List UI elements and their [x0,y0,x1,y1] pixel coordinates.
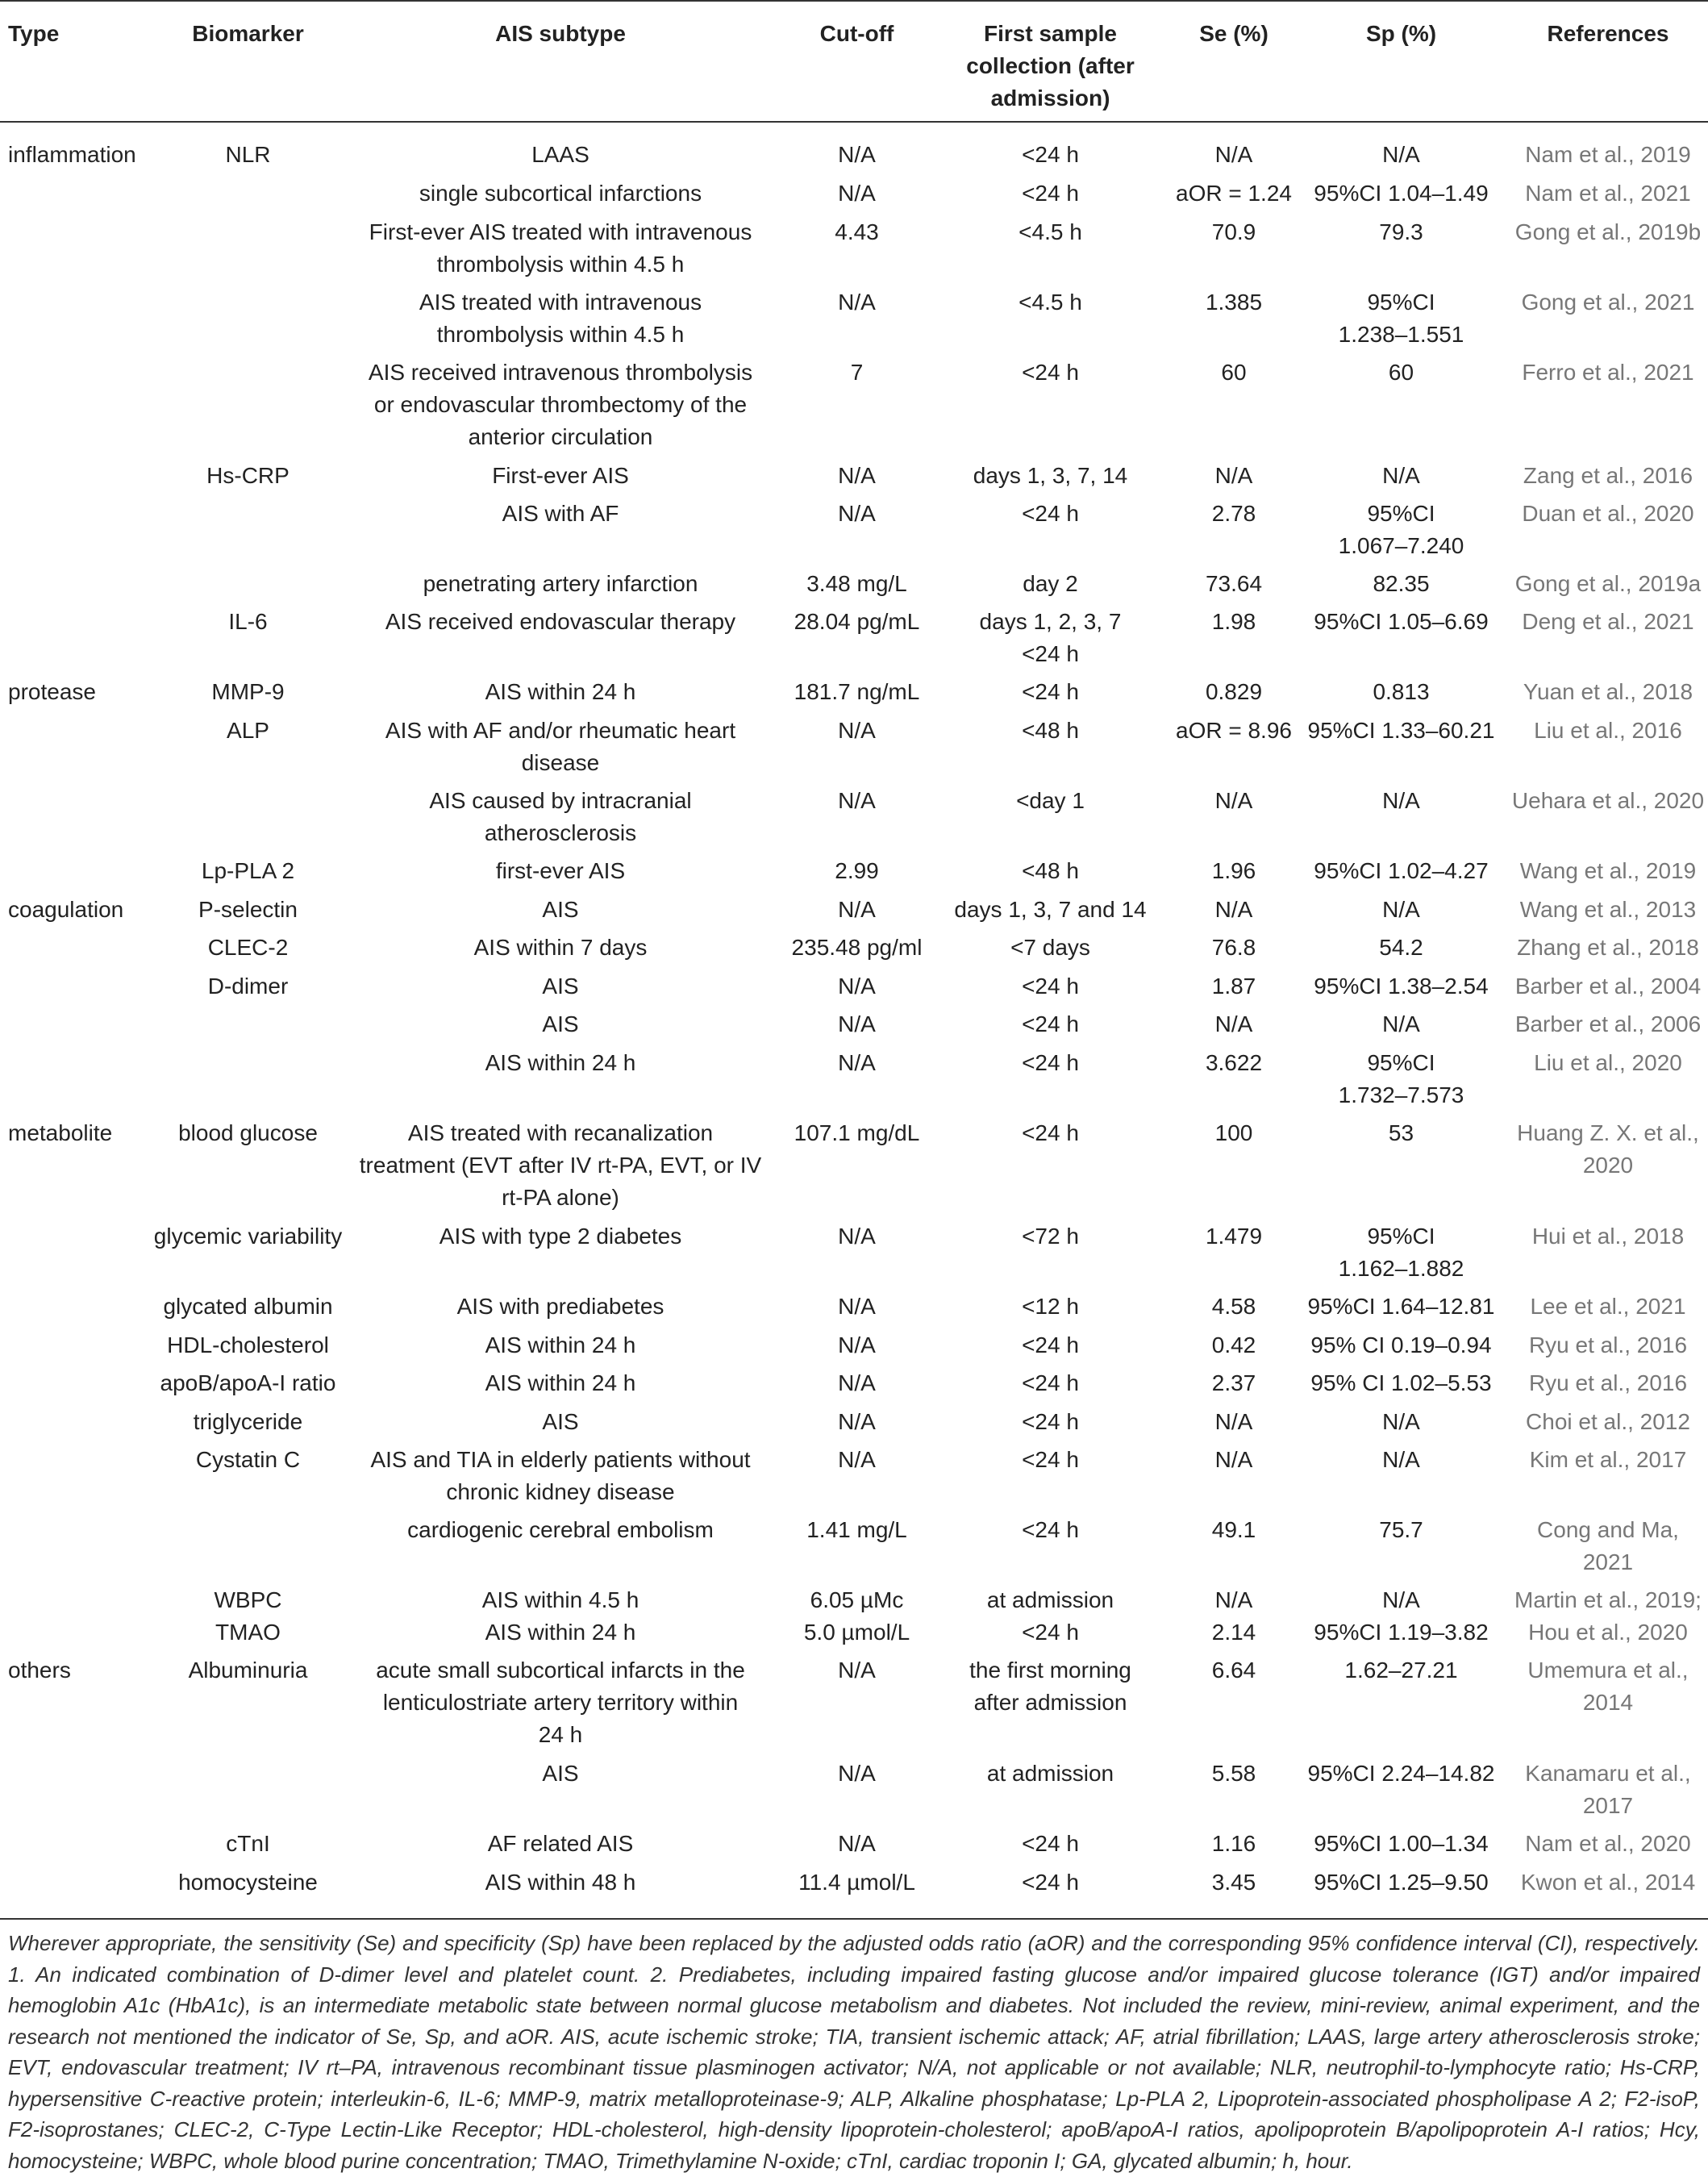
row-reference: Lee et al., 2021 [1530,1294,1686,1319]
row-sp: 95%CI 1.33–60.21 [1307,718,1495,743]
row-sp: N/A [1382,897,1420,922]
row-ais-subtype: AIS within 24 h [485,1332,636,1357]
header-first-sample: First sample collection (after admission) [966,21,1135,111]
row-first-sample: <24 h [1022,1332,1079,1357]
row-reference: Kwon et al., 2014 [1520,1870,1696,1895]
row-reference: Choi et al., 2012 [1526,1409,1690,1434]
row-biomarker: cTnI [226,1831,270,1856]
row-first-sample: <24 h [1022,1370,1079,1395]
header-sp: Sp (%) [1365,21,1437,46]
row-reference: Huang Z. X. et al., 2020 [1517,1120,1699,1178]
row-biomarker: triglyceride [193,1409,303,1434]
row-first-sample: <24 h [1022,142,1079,167]
row-reference: Ryu et al., 2016 [1528,1370,1688,1395]
row-first-sample: <12 h [1022,1294,1079,1319]
row-cutoff: 7 [850,360,864,385]
row-biomarker: blood glucose [178,1120,318,1145]
row-reference: Kanamaru et al., 2017 [1525,1761,1691,1818]
row-ais-subtype: penetrating artery infarction [423,571,698,596]
row-sp: N/A [1382,1011,1420,1036]
row-first-sample: <48 h [1022,858,1079,883]
header-se: Se (%) [1199,21,1269,46]
row-first-sample: <24 h [1022,974,1079,999]
row-first-sample: at admission [986,1587,1114,1612]
row-ais-subtype: AIS treated with intravenous thrombolysis within 4.5 h [419,290,702,347]
row-biomarker: MMP-9 [211,679,285,704]
row-cutoff: N/A [838,1761,876,1786]
row-ais-subtype: AIS treated with recanalization treatment (EVT after IV rt-PA, EVT, or IV rt-PA alone) [359,1120,762,1210]
row-cutoff: N/A [838,290,876,315]
row-first-sample: <4.5 h [1019,219,1082,244]
row-first-sample: <24 h [1022,1447,1079,1472]
row-first-sample: <24 h [1022,1517,1079,1542]
row-cutoff: N/A [838,1050,876,1075]
row-biomarker: NLR [225,142,271,167]
row-first-sample: <24 h [1022,1870,1079,1895]
row-cutoff: 5.0 µmol/L [803,1620,910,1645]
row-ais-subtype: AIS [542,1011,579,1036]
row-sp: 95%CI 2.24–14.82 [1307,1761,1495,1786]
row-se: 1.96 [1211,858,1256,883]
row-se: N/A [1214,897,1253,922]
row-cutoff: 2.99 [835,858,879,883]
row-se: 1.479 [1205,1224,1263,1249]
row-biomarker: HDL-cholesterol [167,1332,329,1357]
row-ais-subtype: AF related AIS [487,1831,634,1856]
row-first-sample: <24 h [1022,181,1079,206]
row-reference: Martin et al., 2019; [1514,1587,1702,1612]
row-reference: Deng et al., 2021 [1522,609,1694,634]
row-se: 0.829 [1205,679,1263,704]
row-ais-subtype: AIS within 24 h [485,1050,636,1075]
row-biomarker: CLEC-2 [207,935,289,960]
row-se: 5.58 [1211,1761,1256,1786]
header-rule [0,121,1708,123]
row-se: 1.385 [1205,290,1263,315]
row-sp: 54.2 [1379,935,1423,960]
row-first-sample: <24 h [1022,1409,1079,1434]
row-cutoff: N/A [838,1447,876,1472]
row-first-sample: days 1, 3, 7, 14 [973,463,1128,488]
row-se: N/A [1214,463,1253,488]
row-first-sample: <24 h [1022,1120,1079,1145]
row-cutoff: 235.48 pg/ml [791,935,923,960]
table-footnote: Wherever appropriate, the sensitivity (Se) and specificity (Sp) have been replaced by the adjusted odds ratio (aOR) and the corresponding 95% confidence interval (CI), respectively. 1. An indicated combination of D-dimer level and platelet count. 2. Prediabetes, including impaired fasting glucose and/or impaired glucose tolerance (IGT) and/or impaired hemoglobin A1c (HbA1c), is an intermediate metabolic state between normal glucose metabolism and diabetes. Not included the review, mini-review, animal experiment, and the research not mentioned the indicator of Se, Sp, and aOR. AIS, acute ischemic stroke; TIA, transient ischemic attack; AF, atrial fibrillation; LAAS, large artery atherosclerosis stroke; EVT, endovascular treatment; IV rt–PA, intravenous recombinant tissue plasminogen activator; N/A, not applicable or not available; NLR, neutrophil-to-lymphocyte ratio; Hs-CRP, hypersensitive C-reactive protein; interleukin-6, IL-6; MMP-9, matrix metalloproteinase-9; ALP, Alkaline phosphatase; Lp-PLA 2, Lipoprotein-associated phospholipase A 2; F2-isoP, F2-isoprostanes; CLEC-2, C-Type Lectin-Like Receptor; HDL-cholesterol, high-density lipoprotein-cholesterol; apoB/apoA-I ratios, apolipoprotein B/apolipoprotein A-I ratios; Hcy, homocysteine; WBPC, whole blood purine concentration; TMAO, Trimethylamine N-oxide; cTnI, cardiac troponin I; GA, glycated albumin; h, hour. [8,1931,1700,2173]
row-sp: 95%CI 1.732–7.573 [1338,1050,1464,1107]
row-se: 4.58 [1211,1294,1256,1319]
row-reference: Barber et al., 2006 [1514,1011,1702,1036]
row-sp: 60 [1388,360,1414,385]
row-se: 3.622 [1205,1050,1263,1075]
row-se: aOR = 1.24 [1176,181,1292,206]
row-ais-subtype: AIS within 24 h [485,1370,636,1395]
row-cutoff: 181.7 ng/mL [794,679,920,704]
row-reference: Yuan et al., 2018 [1523,679,1693,704]
row-reference: Uehara et al., 2020 [1511,788,1705,813]
row-se: 70.9 [1211,219,1256,244]
row-sp: 53 [1388,1120,1414,1145]
row-se: 1.87 [1211,974,1256,999]
row-cutoff: N/A [838,788,876,813]
row-cutoff: N/A [838,1011,876,1036]
row-type: others [8,1658,71,1683]
row-reference: Hou et al., 2020 [1528,1620,1688,1645]
row-sp: 95%CI 1.19–3.82 [1314,1620,1489,1645]
row-reference: Umemura et al., 2014 [1527,1658,1689,1715]
row-ais-subtype: first-ever AIS [495,858,626,883]
row-sp: 95% CI 0.19–0.94 [1310,1332,1492,1357]
row-sp: 1.62–27.21 [1344,1658,1458,1683]
row-reference: Cong and Ma, 2021 [1537,1517,1679,1574]
row-ais-subtype: AIS within 4.5 h [481,1587,639,1612]
header-biomarker: Biomarker [192,21,304,46]
row-sp: N/A [1382,463,1420,488]
row-first-sample: <4.5 h [1019,290,1082,315]
row-reference: Nam et al., 2019 [1525,142,1691,167]
row-biomarker: IL-6 [228,609,268,634]
row-cutoff: N/A [838,1332,876,1357]
row-cutoff: N/A [838,1658,876,1683]
row-reference: Duan et al., 2020 [1522,501,1694,526]
row-se: aOR = 8.96 [1176,718,1292,743]
row-cutoff: 3.48 mg/L [806,571,907,596]
bottom-rule [0,1918,1708,1920]
row-first-sample: <24 h [1022,501,1079,526]
row-reference: Kim et al., 2017 [1529,1447,1687,1472]
row-cutoff: 4.43 [835,219,879,244]
row-reference: Barber et al., 2004 [1514,974,1702,999]
row-sp: 95%CI 1.38–2.54 [1314,974,1489,999]
row-biomarker: D-dimer [207,974,289,999]
row-ais-subtype: LAAS [531,142,589,167]
row-sp: 95%CI 1.64–12.81 [1307,1294,1495,1319]
row-sp: 95%CI 1.05–6.69 [1314,609,1489,634]
row-first-sample: day 2 [1023,571,1078,596]
row-cutoff: 28.04 pg/mL [794,609,920,634]
row-sp: 95%CI 1.067–7.240 [1338,501,1464,558]
row-se: 6.64 [1211,1658,1256,1683]
row-first-sample: <48 h [1022,718,1079,743]
row-first-sample: <day 1 [1016,788,1085,813]
row-ais-subtype: AIS received endovascular therapy [385,609,736,634]
row-biomarker: Cystatin C [195,1447,301,1472]
header-type: Type [8,21,60,46]
row-se: N/A [1214,1409,1253,1434]
row-biomarker: glycemic variability [153,1224,343,1249]
row-ais-subtype: First-ever AIS treated with intravenous thrombolysis within 4.5 h [369,219,752,277]
row-sp: 95%CI 1.162–1.882 [1338,1224,1464,1281]
row-ais-subtype: AIS [542,974,579,999]
row-biomarker: homocysteine [178,1870,318,1895]
row-ais-subtype: AIS and TIA in elderly patients without chronic kidney disease [370,1447,751,1504]
row-ais-subtype: AIS within 7 days [473,935,648,960]
row-reference: Zang et al., 2016 [1523,463,1693,488]
row-se: N/A [1214,1587,1253,1612]
row-reference: Liu et al., 2016 [1534,718,1682,743]
row-se: N/A [1214,788,1253,813]
row-first-sample: <7 days [1010,935,1090,960]
row-cutoff: 6.05 µMc [810,1587,904,1612]
row-se: 2.14 [1211,1620,1256,1645]
row-se: 1.16 [1211,1831,1256,1856]
row-cutoff: N/A [838,463,876,488]
row-ais-subtype: AIS with AF and/or rheumatic heart disease [385,718,736,775]
row-se: 73.64 [1205,571,1263,596]
row-ais-subtype: AIS caused by intracranial atherosclerosis [429,788,692,845]
row-ais-subtype: First-ever AIS [492,463,629,488]
row-sp: N/A [1382,1447,1420,1472]
header-ais-subtype: AIS subtype [495,21,626,46]
row-cutoff: N/A [838,1224,876,1249]
row-cutoff: N/A [838,1294,876,1319]
row-biomarker: ALP [227,718,269,743]
row-se: 1.98 [1211,609,1256,634]
row-ais-subtype: AIS received intravenous thrombolysis or endovascular thrombectomy of the anterior circulation [368,360,753,449]
row-first-sample: the first morning after admission [969,1658,1131,1715]
row-reference: Liu et al., 2020 [1534,1050,1682,1075]
row-cutoff: N/A [838,1831,876,1856]
row-first-sample: days 1, 2, 3, 7 <24 h [979,609,1122,666]
row-first-sample: days 1, 3, 7 and 14 [954,897,1147,922]
row-cutoff: 11.4 µmol/L [798,1870,915,1895]
row-sp: N/A [1382,788,1420,813]
row-reference: Nam et al., 2021 [1525,181,1691,206]
row-sp: N/A [1382,1587,1420,1612]
row-ais-subtype: AIS within 24 h [485,1620,636,1645]
row-biomarker: Albuminuria [188,1658,308,1683]
row-biomarker: glycated albumin [163,1294,333,1319]
row-cutoff: N/A [838,501,876,526]
row-sp: N/A [1382,1409,1420,1434]
row-biomarker: TMAO [215,1620,281,1645]
row-first-sample: <24 h [1022,360,1079,385]
row-cutoff: N/A [838,897,876,922]
row-sp: 95%CI 1.00–1.34 [1314,1831,1489,1856]
header-cutoff: Cut-off [819,21,894,46]
row-cutoff: N/A [838,974,876,999]
row-se: 0.42 [1211,1332,1256,1357]
row-reference: Wang et al., 2019 [1519,858,1697,883]
row-sp: 95%CI 1.238–1.551 [1338,290,1464,347]
row-sp: 0.813 [1373,679,1430,704]
row-first-sample: <24 h [1022,1050,1079,1075]
row-ais-subtype: AIS with prediabetes [456,1294,664,1319]
row-first-sample: at admission [986,1761,1114,1786]
row-type: metabolite [8,1120,113,1145]
row-sp: 79.3 [1379,219,1423,244]
row-reference: Nam et al., 2020 [1525,1831,1691,1856]
row-ais-subtype: AIS [542,897,579,922]
row-biomarker: P-selectin [198,897,298,922]
row-se: 2.37 [1211,1370,1256,1395]
row-first-sample: <72 h [1022,1224,1079,1249]
row-ais-subtype: AIS within 24 h [485,679,636,704]
row-ais-subtype: AIS with AF [502,501,619,526]
row-cutoff: 1.41 mg/L [806,1517,907,1542]
row-ais-subtype: AIS with type 2 diabetes [439,1224,682,1249]
row-se: N/A [1214,1447,1253,1472]
row-cutoff: N/A [838,1409,876,1434]
row-biomarker: apoB/apoA-I ratio [160,1370,336,1395]
row-ais-subtype: single subcortical infarctions [419,181,702,206]
row-first-sample: <24 h [1022,1011,1079,1036]
row-se: 49.1 [1211,1517,1256,1542]
row-cutoff: N/A [838,142,876,167]
row-cutoff: 107.1 mg/dL [794,1120,920,1145]
row-ais-subtype: AIS [542,1409,579,1434]
row-sp: 95% CI 1.02–5.53 [1310,1370,1492,1395]
row-sp: 75.7 [1379,1517,1423,1542]
header-references: References [1547,21,1669,46]
top-rule [0,0,1708,2]
row-biomarker: WBPC [214,1587,282,1612]
row-se: N/A [1214,1011,1253,1036]
row-sp: 82.35 [1373,571,1430,596]
row-biomarker: Lp-PLA 2 [201,858,295,883]
row-reference: Gong et al., 2021 [1521,290,1695,315]
row-se: 2.78 [1211,501,1256,526]
row-type: protease [8,679,96,704]
row-first-sample: <24 h [1022,1620,1079,1645]
row-reference: Ferro et al., 2021 [1522,360,1694,385]
row-ais-subtype: AIS within 48 h [485,1870,636,1895]
row-cutoff: N/A [838,1370,876,1395]
row-reference: Gong et al., 2019b [1514,219,1702,244]
row-biomarker: Hs-CRP [206,463,290,488]
row-ais-subtype: cardiogenic cerebral embolism [407,1517,714,1542]
row-se: 100 [1214,1120,1253,1145]
row-reference: Ryu et al., 2016 [1528,1332,1688,1357]
row-se: 76.8 [1211,935,1256,960]
row-se: 3.45 [1211,1870,1256,1895]
row-reference: Hui et al., 2018 [1531,1224,1685,1249]
row-cutoff: N/A [838,181,876,206]
row-sp: N/A [1382,142,1420,167]
row-type: coagulation [8,897,124,922]
row-sp: 95%CI 1.25–9.50 [1314,1870,1489,1895]
row-first-sample: <24 h [1022,679,1079,704]
row-type: inflammation [8,142,136,167]
row-se: 60 [1221,360,1247,385]
row-ais-subtype: acute small subcortical infarcts in the lenticulostriate artery territory within 24 h [376,1658,745,1747]
row-reference: Zhang et al., 2018 [1517,935,1699,960]
row-sp: 95%CI 1.02–4.27 [1314,858,1489,883]
row-cutoff: N/A [838,718,876,743]
row-sp: 95%CI 1.04–1.49 [1314,181,1489,206]
row-se: N/A [1214,142,1253,167]
row-reference: Wang et al., 2013 [1519,897,1697,922]
row-first-sample: <24 h [1022,1831,1079,1856]
row-ais-subtype: AIS [542,1761,579,1786]
row-reference: Gong et al., 2019a [1514,571,1702,596]
